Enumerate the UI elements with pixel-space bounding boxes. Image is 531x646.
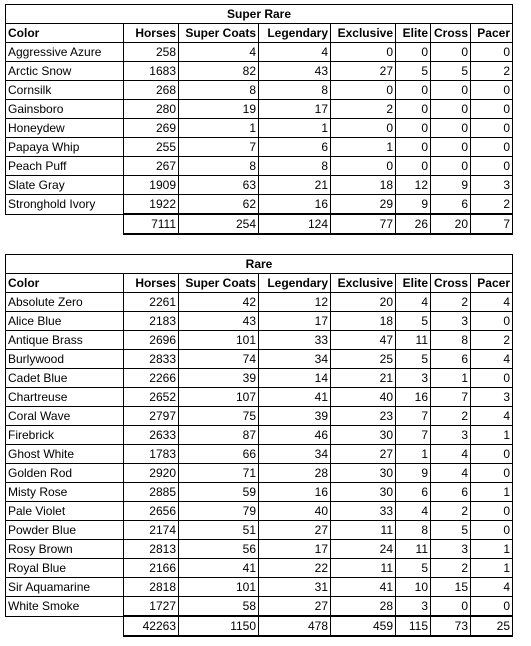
table-row [6,43,513,62]
value-cell: 3 [471,388,513,407]
color-name-cell: Chartreuse [6,388,124,407]
value-cell: 0 [471,369,513,388]
value-cell: 1909 [124,176,179,195]
color-name-cell: White Smoke [6,597,124,617]
value-cell: 4 [471,293,513,312]
color-name-cell: Papaya Whip [6,138,124,157]
super-rare-table [5,4,513,235]
value-cell: 280 [124,100,179,119]
value-cell: 2 [431,407,471,426]
column-header: Exclusive [331,24,396,43]
value-cell: 0 [331,81,396,100]
value-cell: 39 [259,407,331,426]
value-cell: 4 [179,43,259,62]
value-cell: 16 [259,483,331,502]
table-row [6,521,513,540]
color-name-cell: Antique Brass [6,331,124,350]
value-cell: 4 [431,464,471,483]
total-cell: 124 [259,214,331,234]
value-cell: 23 [331,407,396,426]
value-cell: 62 [179,195,259,215]
value-cell: 0 [471,312,513,331]
table-row [6,426,513,445]
value-cell: 0 [396,119,431,138]
column-header: Horses [124,274,179,293]
value-cell: 8 [259,157,331,176]
value-cell: 11 [331,559,396,578]
value-cell: 28 [331,597,396,617]
column-header: Horses [124,24,179,43]
value-cell: 12 [396,176,431,195]
color-name-cell: Powder Blue [6,521,124,540]
total-cell: 25 [471,616,513,636]
value-cell: 0 [471,445,513,464]
value-cell: 4 [471,407,513,426]
color-name-cell: Gainsboro [6,100,124,119]
value-cell: 0 [471,138,513,157]
value-cell: 9 [396,464,431,483]
color-name-cell: Cadet Blue [6,369,124,388]
value-cell: 11 [331,521,396,540]
color-name-cell: Aggressive Azure [6,43,124,62]
color-name-cell: Slate Gray [6,176,124,195]
value-cell: 9 [396,195,431,215]
color-name-cell: Rosy Brown [6,540,124,559]
value-cell: 7 [179,138,259,157]
value-cell: 5 [396,350,431,369]
total-cell: 115 [396,616,431,636]
total-cell: 7 [471,214,513,234]
value-cell: 2 [331,100,396,119]
totals-spacer [6,616,124,636]
value-cell: 24 [331,540,396,559]
value-cell: 9 [431,176,471,195]
table-row [6,445,513,464]
value-cell: 2 [431,502,471,521]
value-cell: 1922 [124,195,179,215]
value-cell: 82 [179,62,259,81]
value-cell: 1 [179,119,259,138]
color-name-cell: Burlywood [6,350,124,369]
column-header: Cross [431,274,471,293]
value-cell: 71 [179,464,259,483]
value-cell: 43 [259,62,331,81]
value-cell: 34 [259,445,331,464]
value-cell: 2633 [124,426,179,445]
value-cell: 0 [471,502,513,521]
value-cell: 0 [431,119,471,138]
value-cell: 1 [331,138,396,157]
table-row [6,312,513,331]
value-cell: 30 [331,426,396,445]
value-cell: 41 [179,559,259,578]
value-cell: 2183 [124,312,179,331]
value-cell: 3 [431,312,471,331]
table-title-row [6,5,513,24]
value-cell: 8 [179,157,259,176]
value-cell: 2885 [124,483,179,502]
table-row [6,100,513,119]
value-cell: 16 [259,195,331,215]
value-cell: 33 [331,502,396,521]
value-cell: 58 [179,597,259,617]
table-row [6,81,513,100]
value-cell: 0 [331,119,396,138]
value-cell: 2174 [124,521,179,540]
color-name-cell: Absolute Zero [6,293,124,312]
value-cell: 2266 [124,369,179,388]
column-header: Pacer [471,274,513,293]
value-cell: 4 [259,43,331,62]
value-cell: 51 [179,521,259,540]
value-cell: 0 [431,138,471,157]
value-cell: 74 [179,350,259,369]
table-title-row [6,255,513,274]
value-cell: 7 [396,407,431,426]
column-header: Cross [431,24,471,43]
value-cell: 30 [331,483,396,502]
table-row [6,157,513,176]
value-cell: 0 [396,81,431,100]
value-cell: 5 [396,559,431,578]
total-cell: 7111 [124,214,179,234]
value-cell: 2696 [124,331,179,350]
value-cell: 75 [179,407,259,426]
value-cell: 2797 [124,407,179,426]
value-cell: 56 [179,540,259,559]
value-cell: 34 [259,350,331,369]
value-cell: 41 [331,578,396,597]
table-header-row [6,274,513,293]
value-cell: 5 [396,312,431,331]
color-name-cell: Coral Wave [6,407,124,426]
total-cell: 73 [431,616,471,636]
value-cell: 79 [179,502,259,521]
value-cell: 107 [179,388,259,407]
table-row [6,350,513,369]
table-row [6,407,513,426]
table-row [6,464,513,483]
table-header-row [6,24,513,43]
total-cell: 1150 [179,616,259,636]
value-cell: 4 [471,350,513,369]
value-cell: 16 [396,388,431,407]
value-cell: 17 [259,312,331,331]
value-cell: 7 [396,426,431,445]
value-cell: 1 [431,369,471,388]
value-cell: 1 [471,426,513,445]
value-cell: 269 [124,119,179,138]
value-cell: 4 [471,578,513,597]
color-name-cell: Pale Violet [6,502,124,521]
value-cell: 0 [331,157,396,176]
value-cell: 0 [471,597,513,617]
value-cell: 25 [331,350,396,369]
total-cell: 459 [331,616,396,636]
value-cell: 4 [396,502,431,521]
value-cell: 18 [331,176,396,195]
value-cell: 2656 [124,502,179,521]
value-cell: 2813 [124,540,179,559]
value-cell: 46 [259,426,331,445]
value-cell: 0 [396,138,431,157]
value-cell: 5 [396,62,431,81]
value-cell: 14 [259,369,331,388]
value-cell: 11 [396,540,431,559]
value-cell: 28 [259,464,331,483]
color-name-cell: Ghost White [6,445,124,464]
value-cell: 40 [259,502,331,521]
value-cell: 19 [179,100,259,119]
value-cell: 27 [259,597,331,617]
value-cell: 66 [179,445,259,464]
value-cell: 4 [396,293,431,312]
value-cell: 6 [396,483,431,502]
value-cell: 0 [431,597,471,617]
value-cell: 267 [124,157,179,176]
value-cell: 6 [431,195,471,215]
total-cell: 42263 [124,616,179,636]
value-cell: 1783 [124,445,179,464]
value-cell: 4 [431,445,471,464]
value-cell: 6 [431,350,471,369]
totals-spacer [6,214,124,234]
value-cell: 2 [471,331,513,350]
value-cell: 59 [179,483,259,502]
value-cell: 2261 [124,293,179,312]
value-cell: 27 [259,521,331,540]
value-cell: 31 [259,578,331,597]
value-cell: 2833 [124,350,179,369]
table-row [6,138,513,157]
table-row [6,176,513,195]
value-cell: 20 [331,293,396,312]
table-row [6,331,513,350]
color-name-cell: Sir Aquamarine [6,578,124,597]
value-cell: 0 [471,119,513,138]
table-row [6,369,513,388]
value-cell: 101 [179,331,259,350]
value-cell: 2652 [124,388,179,407]
value-cell: 5 [431,521,471,540]
value-cell: 8 [179,81,259,100]
value-cell: 33 [259,331,331,350]
value-cell: 2 [431,293,471,312]
table-row [6,62,513,81]
value-cell: 10 [396,578,431,597]
column-header: Legendary [259,274,331,293]
value-cell: 8 [259,81,331,100]
value-cell: 0 [471,100,513,119]
table-row [6,559,513,578]
value-cell: 0 [396,157,431,176]
value-cell: 3 [471,176,513,195]
value-cell: 268 [124,81,179,100]
value-cell: 12 [259,293,331,312]
value-cell: 17 [259,100,331,119]
value-cell: 6 [259,138,331,157]
value-cell: 15 [431,578,471,597]
value-cell: 0 [471,43,513,62]
column-header: Color [6,24,124,43]
color-name-cell: Peach Puff [6,157,124,176]
value-cell: 0 [431,43,471,62]
value-cell: 41 [259,388,331,407]
table-row [6,483,513,502]
column-header: Legendary [259,24,331,43]
value-cell: 87 [179,426,259,445]
value-cell: 1 [471,559,513,578]
value-cell: 5 [431,62,471,81]
value-cell: 8 [396,521,431,540]
value-cell: 27 [331,445,396,464]
value-cell: 7 [431,388,471,407]
value-cell: 0 [396,43,431,62]
value-cell: 0 [431,157,471,176]
color-name-cell: Golden Rod [6,464,124,483]
total-cell: 20 [431,214,471,234]
rare-table [5,254,513,637]
value-cell: 255 [124,138,179,157]
column-header: Elite [396,274,431,293]
color-name-cell: Arctic Snow [6,62,124,81]
value-cell: 0 [396,100,431,119]
value-cell: 1 [471,540,513,559]
value-cell: 2166 [124,559,179,578]
table-row [6,502,513,521]
value-cell: 3 [396,369,431,388]
value-cell: 47 [331,331,396,350]
value-cell: 63 [179,176,259,195]
value-cell: 0 [331,43,396,62]
value-cell: 0 [471,157,513,176]
table-row [6,388,513,407]
value-cell: 11 [396,331,431,350]
value-cell: 21 [259,176,331,195]
value-cell: 2920 [124,464,179,483]
value-cell: 0 [471,464,513,483]
value-cell: 0 [431,81,471,100]
table-row [6,293,513,312]
value-cell: 1 [396,445,431,464]
total-cell: 478 [259,616,331,636]
value-cell: 1727 [124,597,179,617]
table-row [6,578,513,597]
value-cell: 3 [396,597,431,617]
value-cell: 101 [179,578,259,597]
column-header: Color [6,274,124,293]
color-name-cell: Alice Blue [6,312,124,331]
value-cell: 29 [331,195,396,215]
color-name-cell: Misty Rose [6,483,124,502]
value-cell: 27 [331,62,396,81]
table-row [6,597,513,617]
table-row [6,540,513,559]
value-cell: 8 [431,331,471,350]
value-cell: 2 [471,62,513,81]
total-cell: 254 [179,214,259,234]
table-row [6,195,513,215]
value-cell: 1 [471,483,513,502]
column-header: Elite [396,24,431,43]
totals-row [6,616,513,636]
value-cell: 2818 [124,578,179,597]
value-cell: 22 [259,559,331,578]
table-title: Super Rare [6,5,513,24]
value-cell: 3 [431,540,471,559]
total-cell: 26 [396,214,431,234]
column-header: Exclusive [331,274,396,293]
table-row [6,119,513,138]
value-cell: 0 [471,521,513,540]
totals-row [6,214,513,234]
value-cell: 258 [124,43,179,62]
value-cell: 42 [179,293,259,312]
value-cell: 3 [431,426,471,445]
value-cell: 18 [331,312,396,331]
value-cell: 39 [179,369,259,388]
value-cell: 17 [259,540,331,559]
value-cell: 1683 [124,62,179,81]
value-cell: 0 [431,100,471,119]
value-cell: 21 [331,369,396,388]
color-name-cell: Firebrick [6,426,124,445]
color-name-cell: Royal Blue [6,559,124,578]
value-cell: 6 [431,483,471,502]
value-cell: 40 [331,388,396,407]
value-cell: 1 [259,119,331,138]
value-cell: 30 [331,464,396,483]
column-header: Pacer [471,24,513,43]
column-header: Super Coats [179,274,259,293]
table-title: Rare [6,255,513,274]
color-name-cell: Cornsilk [6,81,124,100]
value-cell: 2 [471,195,513,215]
color-name-cell: Stronghold Ivory [6,195,124,215]
total-cell: 77 [331,214,396,234]
column-header: Super Coats [179,24,259,43]
value-cell: 0 [471,81,513,100]
color-name-cell: Honeydew [6,119,124,138]
value-cell: 2 [431,559,471,578]
value-cell: 43 [179,312,259,331]
